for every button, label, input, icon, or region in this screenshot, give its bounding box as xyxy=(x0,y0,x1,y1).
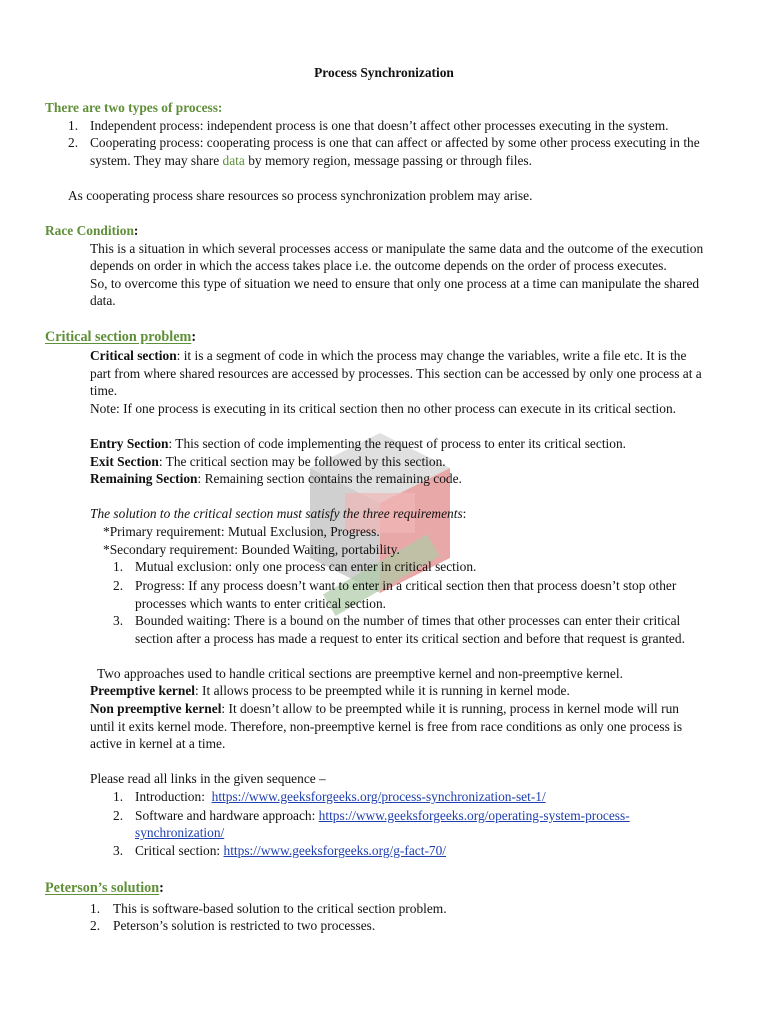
race-line-3: So, to overcome this type of situation we need to ensure that only one process at a time can manipulate the shared xyxy=(90,276,700,291)
link-1-url[interactable]: https://www.geeksforgeeks.org/process-synchronization-set-1/ xyxy=(211,789,546,804)
req-1-line-1: Mutual exclusion: only one process can enter in critical section. xyxy=(135,559,477,574)
preemptive-kernel xyxy=(90,682,570,700)
critical-def-line-2: part from where shared resources are accessed by processes. This section can be accessed by only one process at a xyxy=(90,366,702,381)
remaining-section xyxy=(90,470,462,488)
link-3-row xyxy=(135,842,446,860)
secondary-requirement: *Secondary requirement: Bounded Waiting, portability. xyxy=(103,542,400,557)
race-line-2: depends on order in which the access takes place i.e. the outcome depends on the order of process executes. xyxy=(90,258,667,273)
peterson-item-1-num: 1. xyxy=(90,901,101,916)
race-heading-text: Race Condition xyxy=(45,223,134,238)
race-heading xyxy=(45,222,138,240)
solution-intro-text: The solution to the critical section must satisfy the three requirements xyxy=(90,506,463,521)
race-heading-colon: : xyxy=(133,223,139,238)
link-2-url[interactable]: https://www.geeksforgeeks.org/operating-system-process- xyxy=(318,808,630,823)
critical-def-term: Critical section xyxy=(90,348,177,363)
types-item-2-text-a: system. They may share xyxy=(90,153,220,168)
types-item-1-num: 1. xyxy=(68,118,79,133)
critical-heading xyxy=(45,329,196,347)
peterson-heading-text: Peterson’s solution xyxy=(45,880,160,896)
link-2-row-cont xyxy=(135,824,224,842)
links-intro: Please read all links in the given sequence – xyxy=(90,771,326,786)
req-3-line-2: section after a process has made a request to enter its critical section and before that request is granted. xyxy=(135,631,685,646)
solution-intro-colon: : xyxy=(462,506,467,521)
link-1-label: Introduction: xyxy=(135,789,212,804)
types-item-2-text-b: by memory region, message passing or through files. xyxy=(248,153,532,168)
link-3-num: 3. xyxy=(113,843,124,858)
nonpreemptive-line-3: active in kernel at a time. xyxy=(90,736,226,751)
peterson-item-2-num: 2. xyxy=(90,918,101,933)
types-item-1-text: Independent process: independent process is one that doesn’t affect other processes executing in the system. xyxy=(90,118,669,133)
req-3-num: 3. xyxy=(113,613,124,628)
link-3-label: Critical section: xyxy=(135,843,224,858)
critical-heading-colon: : xyxy=(191,329,197,345)
types-item-2-num: 2. xyxy=(68,135,79,150)
approaches: Two approaches used to handle critical sections are preemptive kernel and non-preemptive kernel. xyxy=(97,666,623,681)
peterson-item-1-text: This is software-based solution to the critical section problem. xyxy=(113,901,447,916)
req-3-line-1: Bounded waiting: There is a bound on the number of times that other processes can enter their critical xyxy=(135,613,681,628)
page-title: Process Synchronization xyxy=(314,65,454,80)
types-item-2-line-2 xyxy=(90,152,532,170)
link-2-label: Software and hardware approach: xyxy=(135,808,319,823)
primary-requirement: *Primary requirement: Mutual Exclusion, Progress. xyxy=(103,524,380,539)
race-line-1: This is a situation in which several processes access or manipulate the same data and the outcome of the execution xyxy=(90,241,704,256)
link-1-num: 1. xyxy=(113,789,124,804)
nonpreemptive-term: Non preemptive kernel xyxy=(90,701,222,716)
remaining-term: Remaining Section xyxy=(90,471,198,486)
nonpreemptive-line-1 xyxy=(90,700,679,718)
link-2-row xyxy=(135,807,630,825)
remaining-text: : Remaining section contains the remaining code. xyxy=(197,471,462,486)
race-line-4: data. xyxy=(90,293,116,308)
types-heading: There are two types of process: xyxy=(45,100,223,115)
req-2-line-1: Progress: If any process doesn’t want to enter in a critical section then that process doesn’t stop other xyxy=(135,578,677,593)
exit-term: Exit Section xyxy=(90,454,159,469)
preemptive-term: Preemptive kernel xyxy=(90,683,195,698)
link-3-url[interactable]: https://www.geeksforgeeks.org/g-fact-70/ xyxy=(223,843,447,858)
entry-section xyxy=(90,435,626,453)
link-2-num: 2. xyxy=(113,808,124,823)
peterson-item-2-text: Peterson’s solution is restricted to two processes. xyxy=(113,918,376,933)
critical-def-line-1 xyxy=(90,347,686,365)
peterson-heading-colon: : xyxy=(159,880,164,896)
critical-def-text: : it is a segment of code in which the process may change the variables, write a file etc. It is the xyxy=(176,348,687,363)
critical-note: Note: If one process is executing in its critical section then no other process can execute in its critical section. xyxy=(90,401,677,416)
entry-text: : This section of code implementing the request of process to enter its critical section. xyxy=(168,436,626,451)
data-word: data xyxy=(222,153,245,168)
critical-def-line-3: time. xyxy=(90,383,118,398)
entry-term: Entry Section xyxy=(90,436,169,451)
types-item-2-line-1: Cooperating process: cooperating process is one that can affect or affected by some other process executing in the xyxy=(90,135,700,150)
link-2-url-cont[interactable]: synchronization/ xyxy=(135,825,225,840)
types-note: As cooperating process share resources so process synchronization problem may arise. xyxy=(68,188,533,203)
preemptive-text: : It allows process to be preempted while it is running in kernel mode. xyxy=(194,683,570,698)
req-2-num: 2. xyxy=(113,578,124,593)
link-1-row xyxy=(135,788,546,806)
solution-intro xyxy=(90,505,466,523)
req-1-num: 1. xyxy=(113,559,124,574)
exit-text: : The critical section may be followed by this section. xyxy=(158,454,446,469)
critical-heading-text: Critical section problem xyxy=(45,329,192,345)
nonpreemptive-line-2: until it exits kernel mode. Therefore, non-preemptive kernel is free from race conditions as only one process is xyxy=(90,719,683,734)
req-2-line-2: processes which wants to enter critical section. xyxy=(135,596,386,611)
exit-section xyxy=(90,453,446,471)
peterson-heading xyxy=(45,880,164,898)
nonpreemptive-text: : It doesn’t allow to be preempted while it is running, process in kernel mode will run xyxy=(221,701,679,716)
